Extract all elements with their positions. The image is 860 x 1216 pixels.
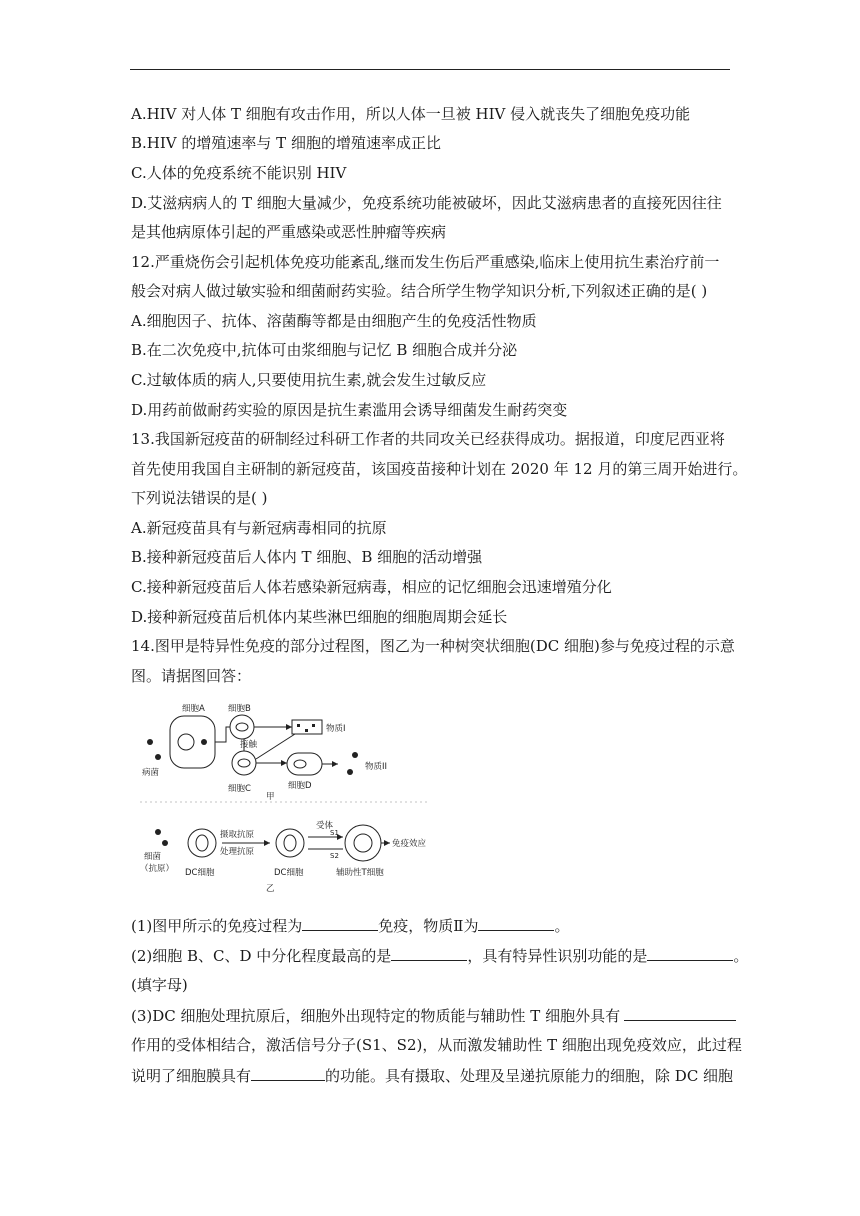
option-11b: B.HIV 的增殖速率与 T 细胞的增殖速率成正比 — [131, 134, 441, 152]
label-dc1: DC细胞 — [185, 868, 215, 878]
option-13b: B.接种新冠疫苗后人体内 T 细胞、B 细胞的活动增强 — [131, 548, 483, 566]
label-antigen: （抗原） — [140, 864, 175, 874]
question-14-part2-note: (填字母) — [131, 976, 188, 994]
option-13a: A.新冠疫苗具有与新冠病毒相同的抗原 — [131, 519, 387, 537]
question-14-part3-cont2: 说明了细胞膜具有 的功能。具有摄取、处理及呈递抗原能力的细胞，除 DC 细胞 — [131, 1067, 734, 1085]
question-14-cont: 图。请据图回答： — [131, 667, 252, 685]
question-14-part1: (1)图甲所示的免疫过程为 免疫，物质Ⅱ为 。 — [131, 917, 570, 935]
label-pathogen: 病菌 — [142, 768, 160, 778]
label-contact: 接触 — [240, 740, 258, 750]
option-13c: C.接种新冠疫苗后人体若感染新冠病毒，相应的记忆细胞会迅速增殖分化 — [131, 578, 612, 596]
header-rule — [130, 69, 730, 70]
question-12-cont: 般会对病人做过敏实验和细菌耐药实验。结合所学生物学知识分析,下列叙述正确的是( ) — [131, 282, 708, 300]
question-14: 14.图甲是特异性免疫的部分过程图，图乙为一种树突状细胞(DC 细胞)参与免疫过程的示意 — [131, 637, 735, 655]
option-11d-cont: 是其他病原体引起的严重感染或恶性肿瘤等疾病 — [131, 223, 447, 241]
option-12b: B.在二次免疫中,抗体可由浆细胞与记忆 B 细胞合成并分泌 — [131, 341, 518, 359]
question-13-cont: 首先使用我国自主研制的新冠疫苗，该国疫苗接种计划在 2020 年 12 月的第三周开始进行。 — [131, 460, 748, 478]
label-yi: 乙 — [266, 884, 275, 894]
label-bacteria: 细菌 — [144, 852, 162, 862]
label-process: 处理抗原 — [220, 847, 255, 857]
option-11c: C.人体的免疫系统不能识别 HIV — [131, 164, 347, 182]
answer-blank[interactable] — [478, 915, 554, 931]
option-13d: D.接种新冠疫苗后机体内某些淋巴细胞的细胞周期会延长 — [131, 608, 508, 626]
option-12c: C.过敏体质的病人,只要使用抗生素,就会发生过敏反应 — [131, 371, 487, 389]
label-cell-d: 细胞D — [288, 781, 312, 791]
answer-blank[interactable] — [391, 945, 467, 961]
label-substance-1: 物质I — [326, 724, 346, 734]
label-dc2: DC细胞 — [274, 868, 304, 878]
answer-blank[interactable] — [647, 945, 733, 961]
immune-figure — [140, 697, 440, 897]
label-receptor: 受体 — [316, 821, 334, 831]
label-s2: S2 — [330, 852, 339, 860]
question-14-part3: (3)DC 细胞处理抗原后，细胞外出现特定的物质能与辅助性 T 细胞外具有 — [131, 1005, 731, 1026]
answer-blank[interactable] — [251, 1065, 325, 1081]
option-11a: A.HIV 对人体 T 细胞有攻击作用，所以人体一旦被 HIV 侵入就丧失了细胞免疫功能 — [131, 105, 691, 123]
question-13: 13.我国新冠疫苗的研制经过科研工作者的共同攻关已经获得成功。据报道，印度尼西亚将 — [131, 430, 725, 448]
answer-blank[interactable] — [302, 915, 378, 931]
option-11d: D.艾滋病病人的 T 细胞大量减少，免疫系统功能被破坏，因此艾滋病患者的直接死因往往 — [131, 194, 722, 212]
label-effect: 免疫效应 — [392, 839, 427, 849]
label-uptake: 摄取抗原 — [220, 830, 255, 840]
answer-blank[interactable] — [624, 1005, 736, 1021]
question-13-cont2: 下列说法错误的是( ) — [131, 489, 268, 507]
label-th: 辅助性T细胞 — [336, 868, 384, 878]
option-12d: D.用药前做耐药实验的原因是抗生素滥用会诱导细菌发生耐药突变 — [131, 401, 568, 419]
question-12: 12.严重烧伤会引起机体免疫功能紊乱,继而发生伤后严重感染,临床上使用抗生素治疗前一 — [131, 253, 720, 271]
label-cell-c: 细胞C — [228, 784, 251, 794]
question-14-part2: (2)细胞 B、C、D 中分化程度最高的是 ，具有特异性识别功能的是 。 — [131, 947, 749, 965]
question-14-part3-cont: 作用的受体相结合，激活信号分子(S1、S2)，从而激发辅助性 T 细胞出现免疫效应，此过程 — [131, 1036, 742, 1054]
option-12a: A.细胞因子、抗体、溶菌酶等都是由细胞产生的免疫活性物质 — [131, 312, 537, 330]
label-substance-2: 物质II — [365, 762, 388, 772]
label-jia: 甲 — [266, 792, 275, 802]
label-s1: S1 — [330, 829, 339, 837]
label-cell-a: 细胞A — [182, 704, 205, 714]
label-cell-b: 细胞B — [228, 704, 251, 714]
